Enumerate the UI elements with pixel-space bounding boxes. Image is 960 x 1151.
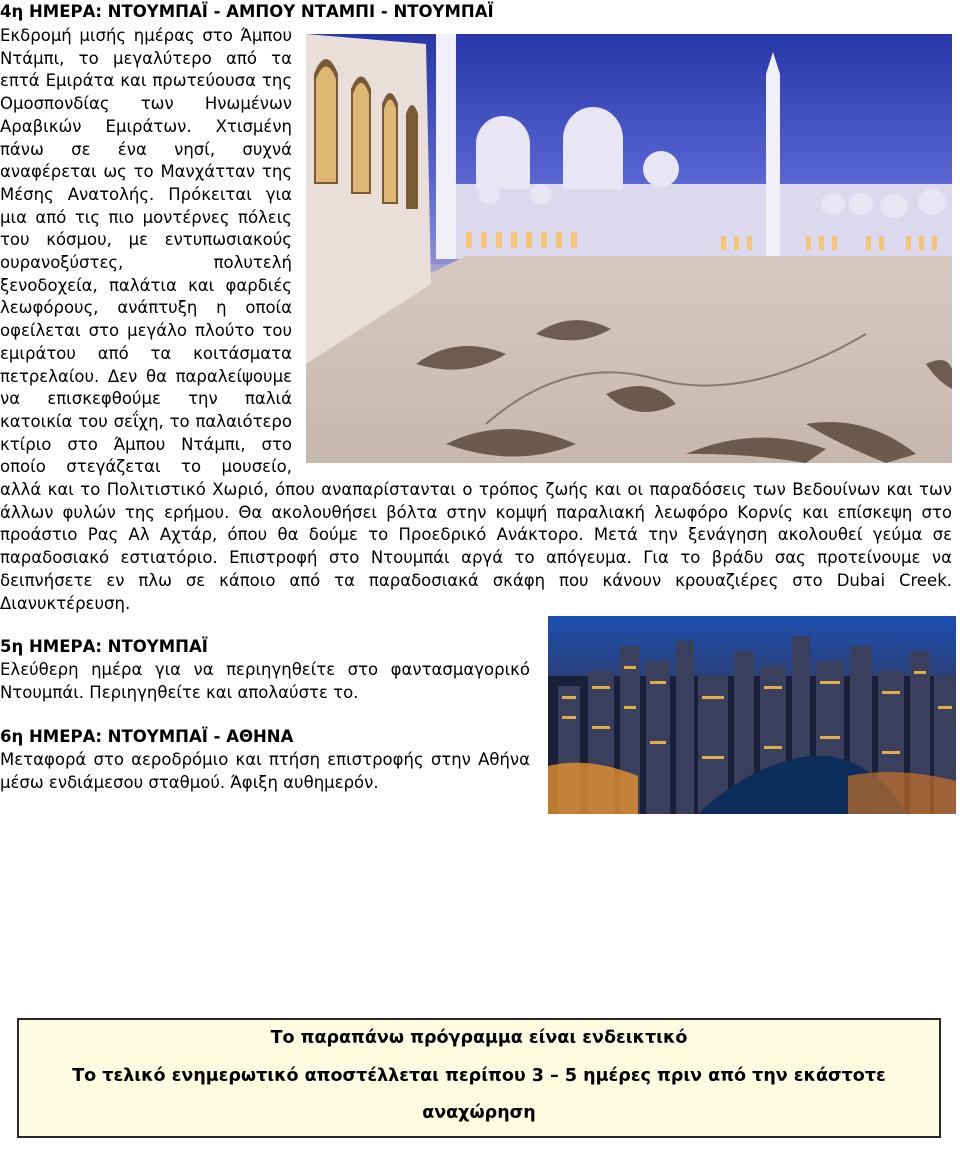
notice-line-1: Το παραπάνω πρόγραμμα είναι ενδεικτικό [270,1028,688,1048]
day4-paragraph: Εκδρομή μισής ημέρας στο Άμπου Ντάμπι, το μεγαλύτερο από τα επτά Εμιράτα και πρωτεύουσα της Ομοσπονδίας των Ηνωμένων Αραβικών Εμιράτων. Χτισμένη πάνω σε ένα νησί, συχνά αναφέρεται ως το Μανχάτταν της Μέσης Ανατολής. Πρόκειται για μια από τις πιο μοντέρνες πόλεις του κόσμου, με εντυπωσιακούς ουρανοξύστες, πολυτελή ξενοδοχεία, παλάτια και φαρδιές λεωφόρους, ανάπτυξη η οποία οφείλεται στο μεγάλο πλούτο του εμιράτου από τα κοιτάσματα πετρελαίου. Δεν θα παραλείψουμε να επισκεφθούμε την παλιά κατοικία του σεΐχη, το παλαιότερο κτίριο στο Άμπου Ντάμπι, στο οποίο στεγάζεται το μουσείο, αλλά και το Πολιτιστικό Χωριό, όπου αναπαρίστανται ο τρόπος ζωής και οι παραδόσεις των Βεδουίνων και των άλλων φυλών της ερήμου. Θα ακολουθήσει βόλτα στην κομψή παραλιακή λεωφόρο Κορνίς και επίσκεψη στο προάστιο Ρας Αλ Αχτάρ, όπου θα δούμε το Προεδρικό Ανάκτορο. Μετά την ξενάγηση ακολουθεί γεύμα σε παραδοσιακό εστιατόριο. Επιστροφή στο Ντουμπάι αργά το απόγευμα. Για το βράδυ σας προτείνουμε να δειπνήσετε εν πλω σε κάποιο από τα παραδοσιακά σκάφη που κάνουν κρουαζιέρες στο Dubai Creek. Διανυκτέρευση. [0,26,952,613]
day4-heading: 4η ΗΜΕΡΑ: ΝΤΟΥΜΠΑΪ - ΑΜΠΟΥ ΝΤΑΜΠΙ - ΝΤΟΥΜΠΑΪ [0,2,494,21]
notice-line-3: αναχώρηση [422,1103,536,1123]
day5-heading: 5η ΗΜΕΡΑ: ΝΤΟΥΜΠΑΪ [0,637,208,656]
dubai-skyline-photo [548,616,956,814]
mosque-illustration [306,34,952,463]
notice-box [17,1018,941,1138]
day6-heading: 6η ΗΜΕΡΑ: ΝΤΟΥΜΠΑΪ - ΑΘΗΝΑ [0,727,294,746]
skyline-illustration [548,616,956,814]
day4-section [0,25,952,615]
sheikh-zayed-mosque-photo [306,34,952,463]
day5-paragraph: Ελεύθερη ημέρα για να περιηγηθείτε στο φαντασμαγορικό Ντουμπάι. Περιηγηθείτε και απολαύστε το. [0,660,530,702]
notice-line-2: Το τελικό ενημερωτικό αποστέλλεται περίπου 3 – 5 ημέρες πριν από την εκάστοτε [72,1066,886,1086]
day6-paragraph: Μεταφορά στο αεροδρόμιο και πτήση επιστροφής στην Αθήνα μέσω ενδιάμεσου σταθμού. Άφιξη αυθημερόν. [0,750,530,792]
